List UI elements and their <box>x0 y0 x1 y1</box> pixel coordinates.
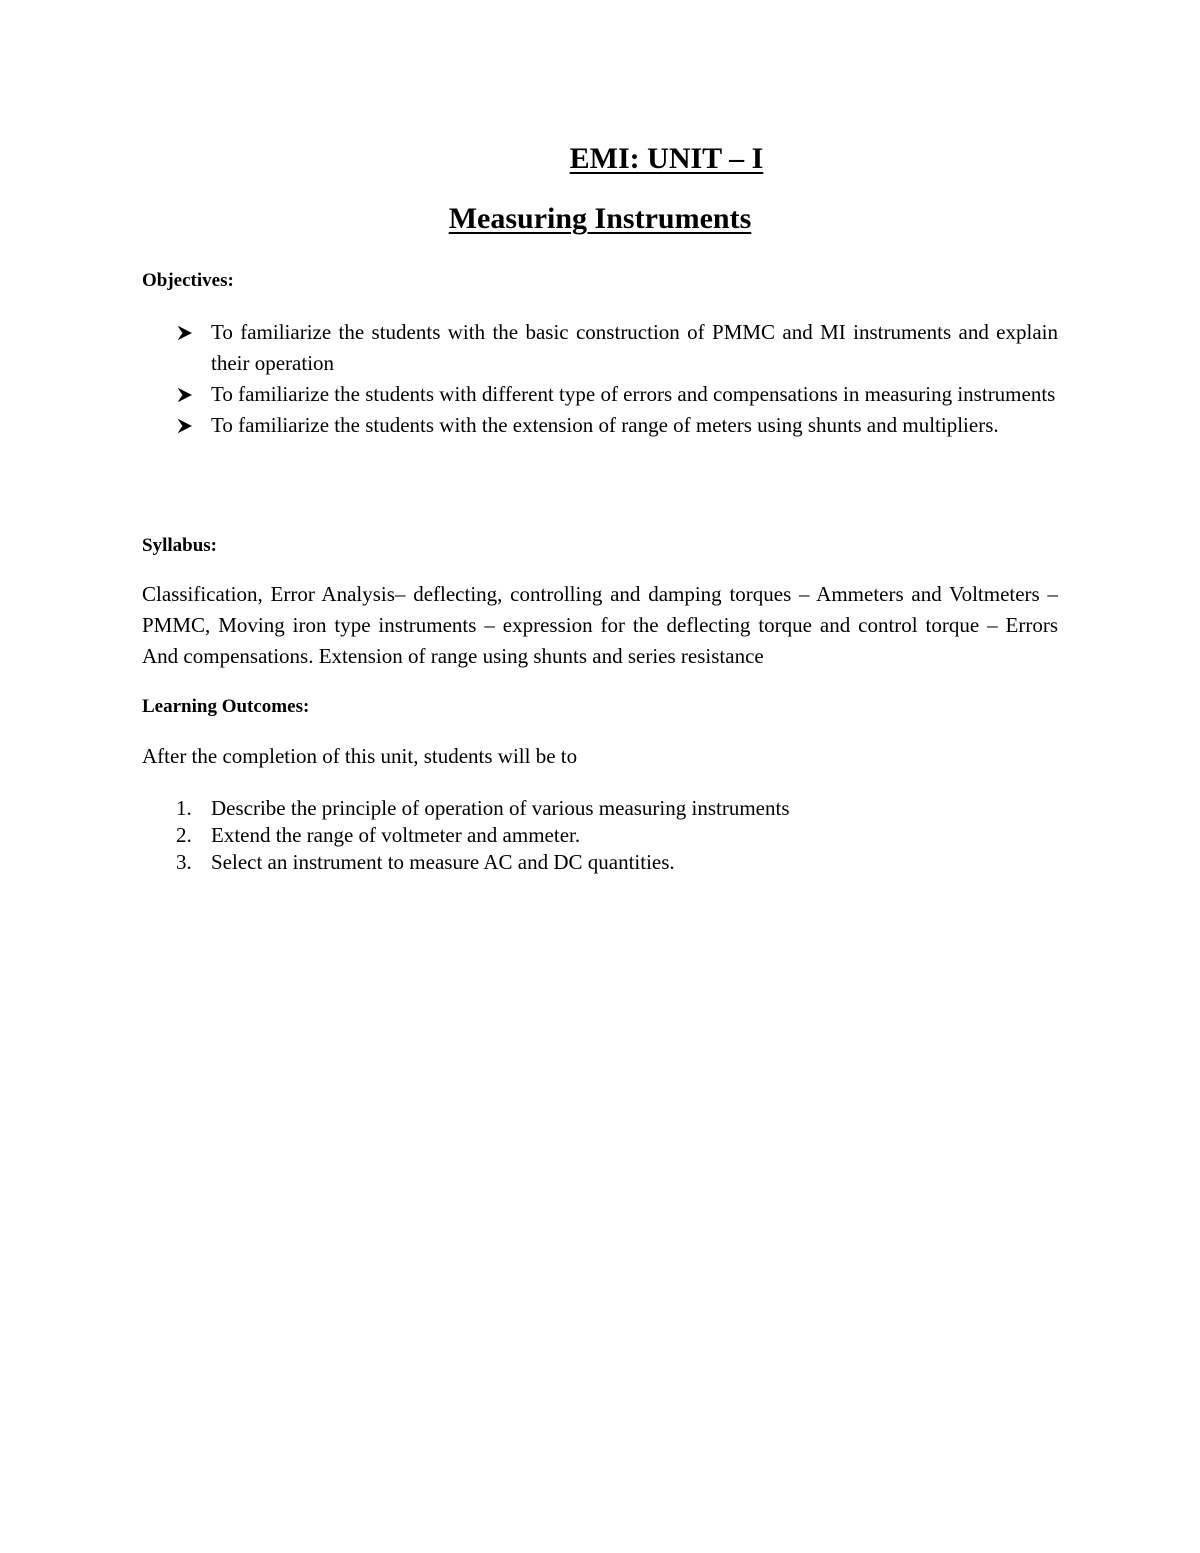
learning-outcomes-intro: After the completion of this unit, students will be to <box>142 744 578 768</box>
list-number: 2. <box>176 823 192 847</box>
objective-text: To familiarize the students with different type of errors and compensations in measuring instruments <box>211 382 1056 406</box>
list-item <box>142 822 1058 849</box>
arrow-bullet-icon <box>178 388 192 402</box>
objectives-heading: Objectives: <box>142 270 234 291</box>
objective-text: To familiarize the students with the basic construction of PMMC and MI instruments and explain their operation <box>211 320 1058 375</box>
page-subtitle: Measuring Instruments <box>448 202 752 235</box>
list-number: 1. <box>176 796 192 820</box>
syllabus-text: Classification, Error Analysis– deflecting, controlling and damping torques – Ammeters and Voltmeters – PMMC, Moving iron type instruments – expression for the deflecting torque and control torque – Errors And compensations. Extension of range using shunts and series resistance <box>142 582 1058 668</box>
page-title: EMI: UNIT – I <box>569 142 764 175</box>
syllabus-heading: Syllabus: <box>142 535 217 556</box>
outcome-text: Extend the range of voltmeter and ammeter. <box>211 823 581 847</box>
list-number: 3. <box>176 850 192 874</box>
arrow-bullet-icon <box>178 326 192 340</box>
learning-outcomes-list <box>142 795 1058 876</box>
arrow-bullet-icon <box>178 419 192 433</box>
list-item <box>142 317 1058 379</box>
list-item <box>142 410 1058 441</box>
outcome-text: Describe the principle of operation of various measuring instruments <box>211 796 790 820</box>
list-item <box>142 849 1058 876</box>
learning-outcomes-heading: Learning Outcomes: <box>142 696 310 717</box>
outcome-text: Select an instrument to measure AC and DC quantities. <box>211 850 675 874</box>
list-item <box>142 795 1058 822</box>
objectives-list <box>142 317 1058 441</box>
objective-text: To familiarize the students with the extension of range of meters using shunts and multipliers. <box>211 413 999 437</box>
list-item <box>142 379 1058 410</box>
